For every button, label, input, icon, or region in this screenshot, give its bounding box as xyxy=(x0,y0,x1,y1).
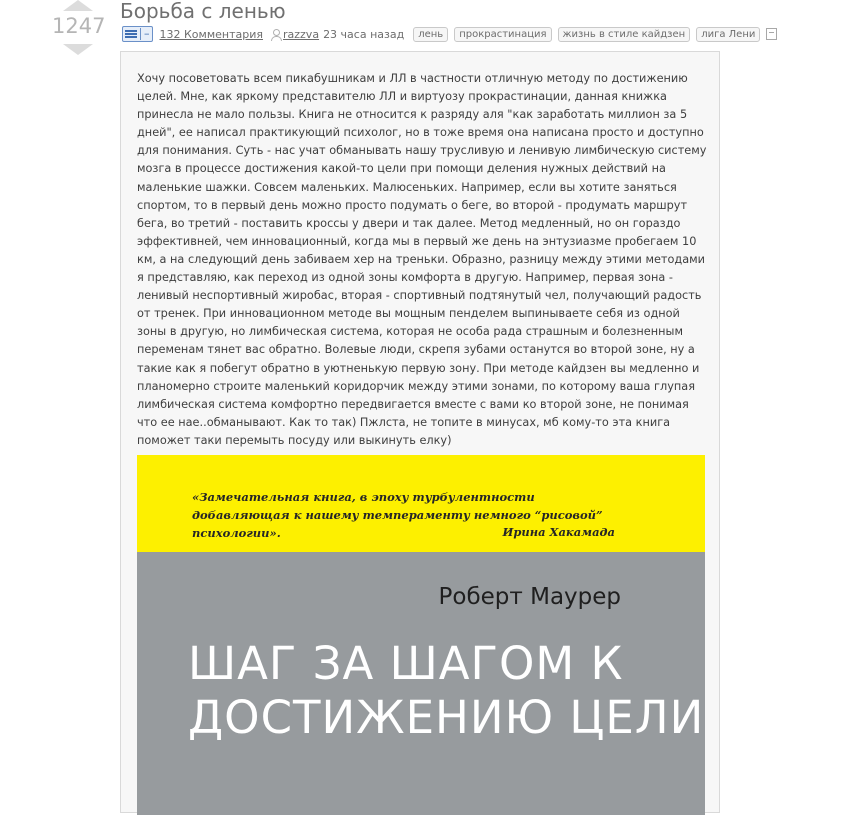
post-meta xyxy=(122,25,777,43)
collapse-label: – xyxy=(144,27,150,40)
post-time: 23 часа назад xyxy=(323,27,405,41)
book-title: ШАГ ЗА ШАГОМ К ДОСТИЖЕНИЮ ЦЕЛИ xyxy=(188,637,705,744)
book-quote: «Замечательная книга, в эпоху турбулентности добавляющая к нашему темпераменту немного “рисовой” психологии». xyxy=(192,490,603,540)
rating-count: 1247 xyxy=(52,14,106,38)
post-body: Хочу посоветовать всем пикабушникам и ЛЛ в частности отличную методу по достижению целей. Мне, как яркому представителю ЛЛ и виртуозу прокрастинации, данная книжка принесла не мало пользы. Книга не относится к разряду аля "как заработать миллион за 5 дней", ее написал практикующий психолог, но в тоже время она написана просто и доступно для понимания. Суть - нас учат обманывать нашу трусливую и ленивую лимбическую систему мозга в процессе достижения какой-то цели при помощи деления нужных действий на маленькие шажки. Совсем маленьких. Малюсеньких. Например, если вы хотите заняться спортом, то в первый день можно просто подумать о беге, во второй - продумать маршрут бега, во третий - поставить кроссы у двери и так далее. Метод медленный, но он гораздо эффективней, чем инновационный, когда мы в первый же день на энтузиазме пробегаем 10 км, а на следующий день забиваем хер на треньки. Образно, разницу между этими методами я представляю, как переход из одной зоны комфорта в другую. Например, первая зона - ленивый неспортивный жиробас, вторая - спортивный подтянутый чел, получающий радость от тренек. При инновационном методе вы мощным пенделем выпинываете себя из одной зоны в другую, но лимбическая система, которая не особа рада страшным и болезненным переменам тянет вас обратно. Волевые люди, скрепя зубами останутся во второй зоне, ну а такие как я побегут обратно в уютненькую первую зону. При методе кайдзен вы медленно и планомерно строите маленький коридорчик между этими зонами, по которому ваша глупая лимбическая система комфортно передвигается вместе с вами ко второй зоне, не понимая что ее нае..обманывают. Как то так) Пжлста, не топите в минусах, мб кому-то эта книга поможет таки перемыть посуду или выкинуть елку) xyxy=(137,72,707,447)
author-link[interactable]: razzva xyxy=(283,27,320,41)
tag-laziness-league[interactable]: лига Лени xyxy=(696,27,760,42)
tag-procrastination[interactable]: прокрастинация xyxy=(454,27,551,42)
book-cover-image xyxy=(137,455,705,815)
toggle-post-button[interactable] xyxy=(122,26,153,42)
tag-laziness[interactable]: лень xyxy=(413,27,448,42)
book-quote-author: Ирина Хакамада xyxy=(502,525,615,539)
list-icon xyxy=(125,29,137,39)
save-icon[interactable] xyxy=(766,28,777,40)
tag-kaizen[interactable]: жизнь в стиле кайдзен xyxy=(558,27,691,42)
book-author: Роберт Маурер xyxy=(438,584,621,610)
post-content xyxy=(120,51,720,813)
user-icon xyxy=(270,28,281,41)
vote-up-icon[interactable] xyxy=(63,0,93,11)
post-title[interactable]: Борьба с ленью xyxy=(120,0,286,23)
comments-link[interactable]: 132 Комментария xyxy=(159,27,263,41)
vote-down-icon[interactable] xyxy=(63,44,93,55)
